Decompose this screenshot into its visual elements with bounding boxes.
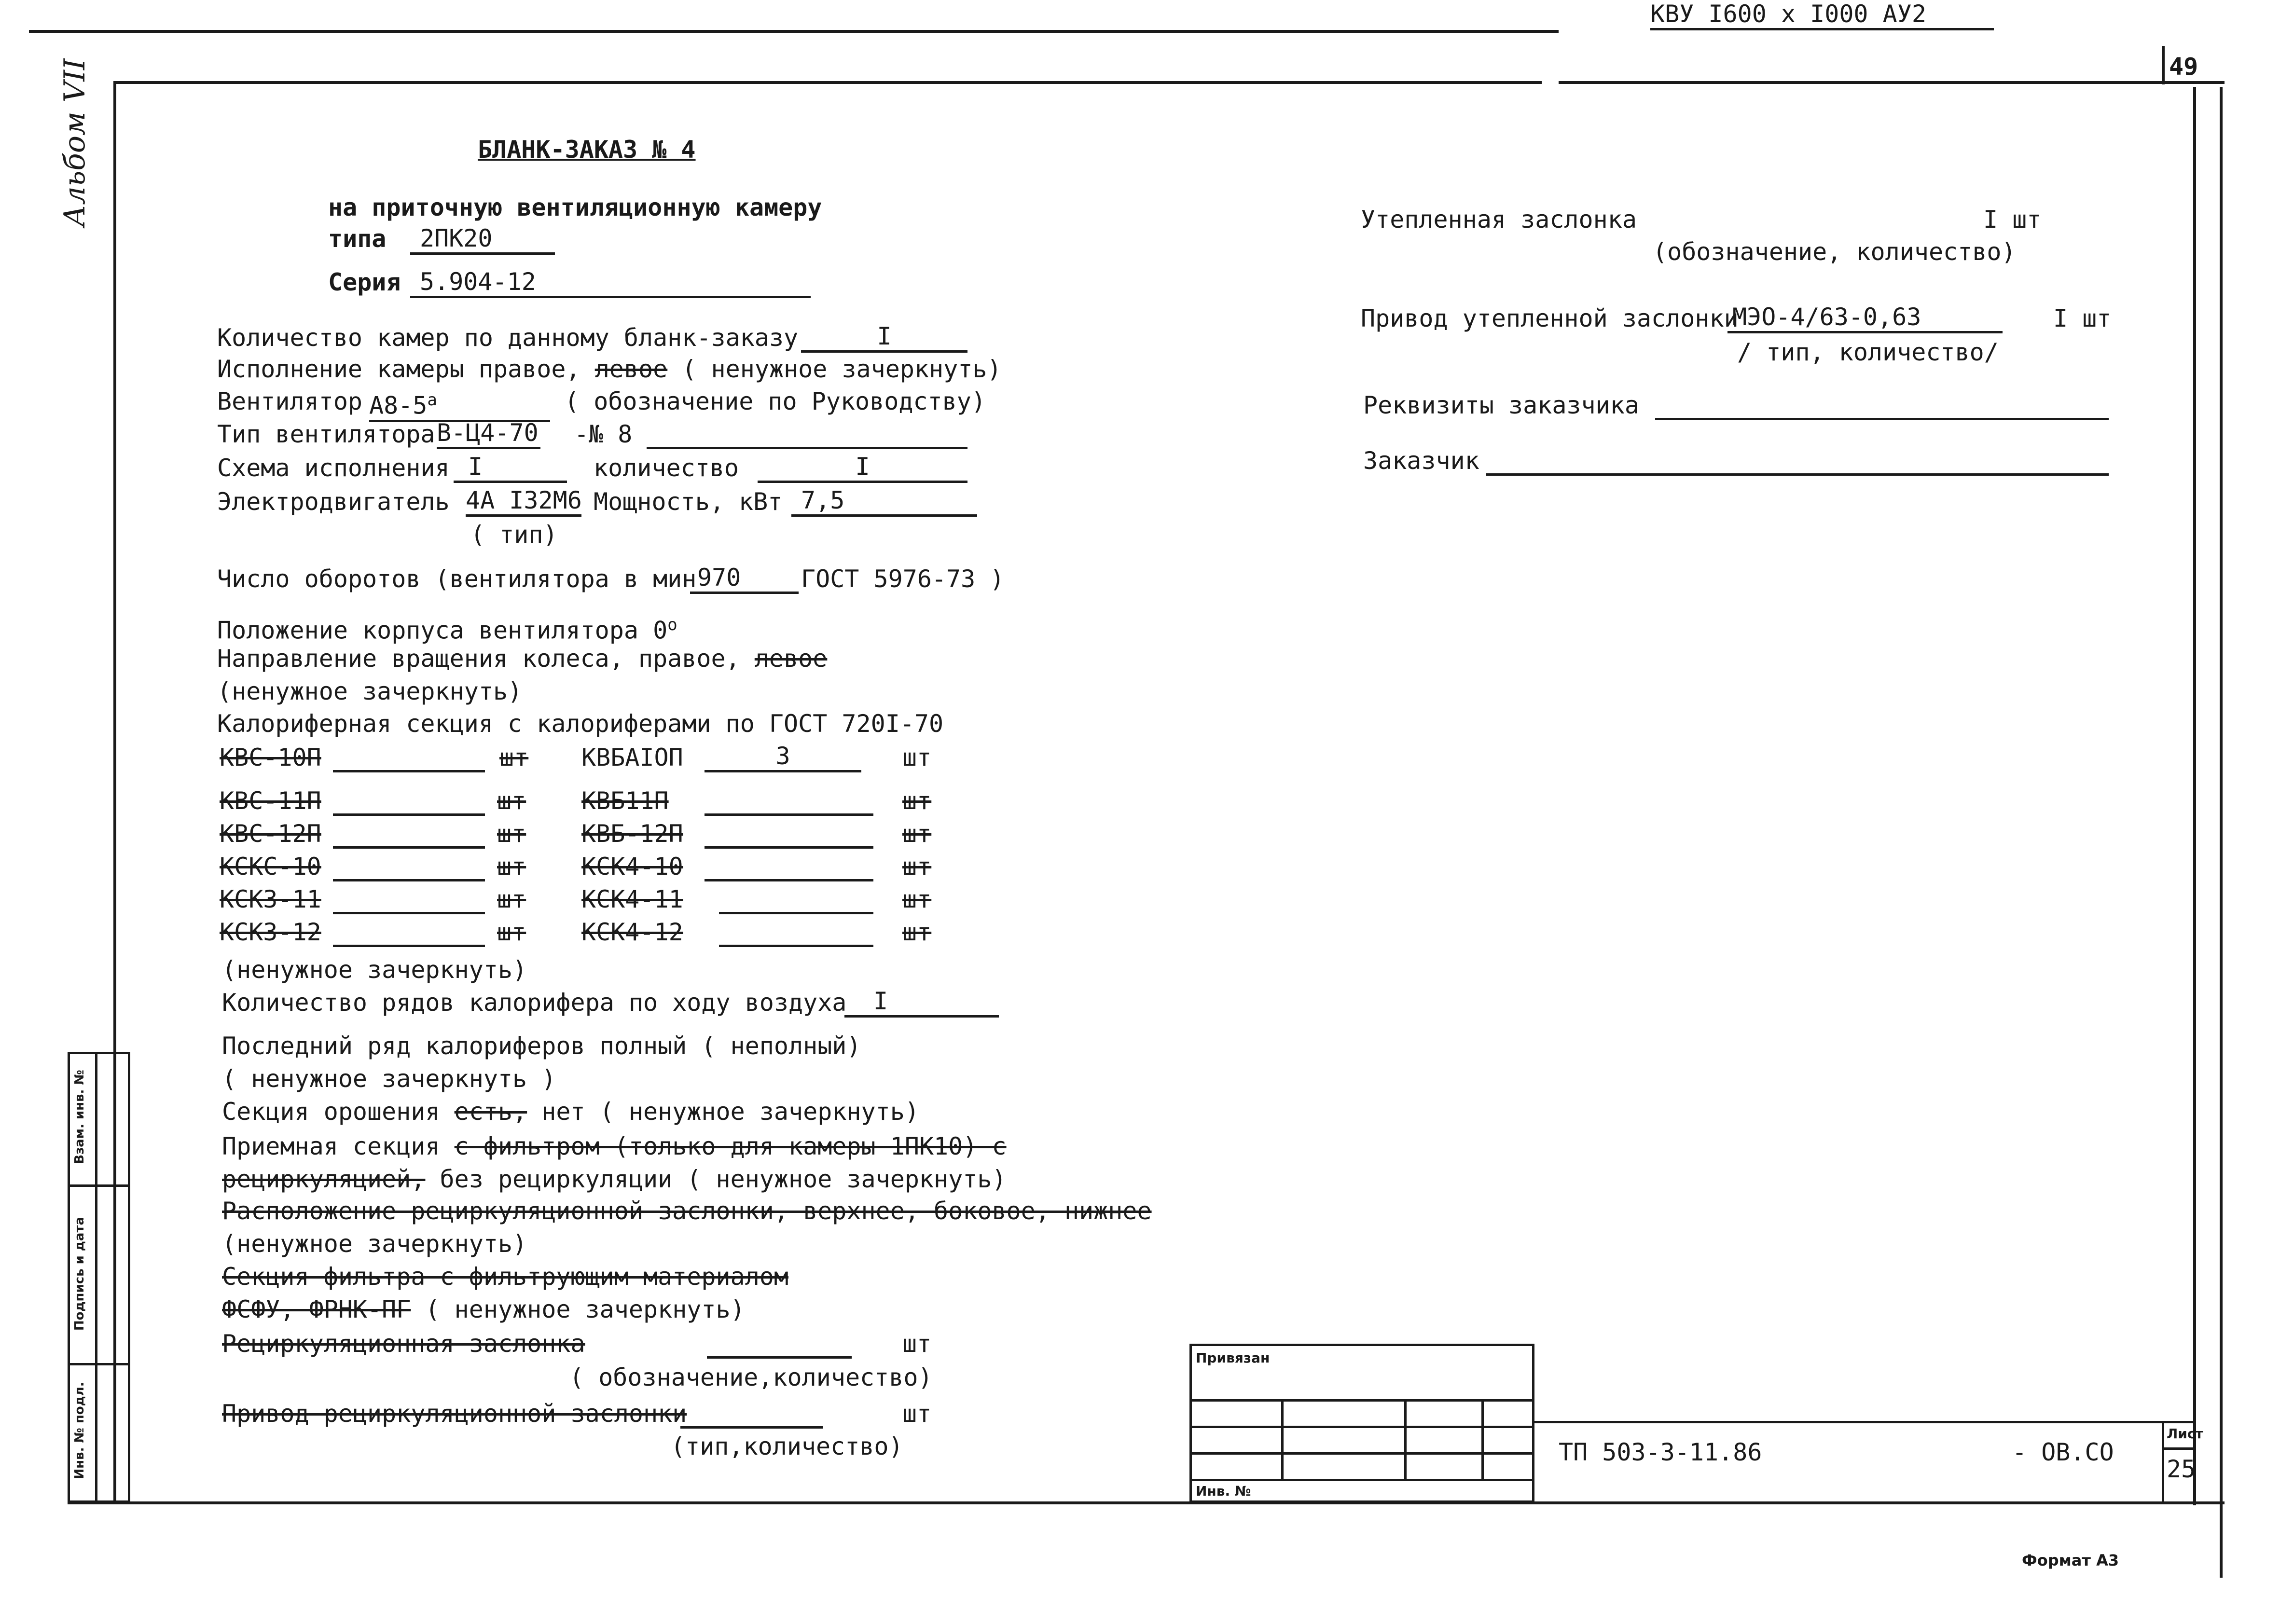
- recirc-damper-label: Рециркуляционная заслонка: [222, 1330, 585, 1358]
- sheet-number: 49: [2169, 53, 2198, 81]
- heater-right-unit-4: шт: [902, 853, 932, 881]
- rpm-label: Число оборотов (вентилятора в мин: [217, 565, 697, 593]
- damper-qty: I шт: [1983, 206, 2042, 234]
- heater-strike-note: (ненужное зачеркнуть): [222, 956, 527, 984]
- rpm-value: 970: [690, 564, 799, 594]
- bound-vline-1: [1281, 1399, 1284, 1481]
- motor-label: Электродвигатель: [217, 488, 450, 516]
- recirc-drive-unit: шт: [902, 1400, 932, 1428]
- scheme-label: Схема исполнения: [217, 454, 450, 482]
- sheet-value: 25: [2167, 1455, 2196, 1483]
- format-label: Формат А3: [2022, 1551, 2119, 1569]
- heater-left-1: КВС-10П: [220, 743, 321, 771]
- heater-right-value-3: [705, 818, 873, 849]
- heater-left-unit-4: шт: [497, 853, 526, 881]
- spray-row: Секция орошения есть, нет ( ненужное зачеркнуть): [222, 1098, 919, 1126]
- side-label-vzam: Взам. инв. №: [72, 1070, 87, 1164]
- filter-section: Секция фильтра с фильтрующим материалом: [222, 1263, 788, 1291]
- rpm-gost: ГОСТ 5976-73 ): [801, 565, 1005, 593]
- heater-left-blank-4: [333, 851, 485, 881]
- intake-row: Приемная секция с фильтром (только для камеры 1ПК10) с рециркуляцией, без рециркуляции ( ненужное зачеркнуть): [222, 1132, 1007, 1193]
- heater-left-5: КСК3-11: [220, 885, 321, 913]
- requisites-blank: [1655, 390, 2109, 420]
- sheet-cell-left: [2162, 1423, 2164, 1503]
- heater-left-blank-5: [333, 884, 485, 914]
- heater-right-5: КСК4-11: [581, 885, 683, 913]
- heater-right-value-1: 3: [705, 742, 861, 772]
- rotation-row: Направление вращения колеса, правое, левое: [217, 645, 828, 673]
- heater-left-3: КВС-12П: [220, 820, 321, 848]
- heater-left-unit-5: шт: [497, 885, 526, 913]
- heater-right-unit-2: шт: [902, 787, 932, 815]
- drive-label: Привод утепленной заслонки: [1361, 304, 1739, 332]
- rotation-note: (ненужное зачеркнуть): [217, 677, 523, 705]
- side-stamp-divider: [95, 1054, 97, 1503]
- frame-top: [113, 81, 1542, 84]
- recirc-position: Расположение рециркуляционной заслонки, верхнее, боковое, нижнее: [222, 1197, 1152, 1225]
- subject-line: на приточную вентиляционную камеру: [328, 193, 822, 221]
- heater-left-4: КСКС-10: [220, 853, 321, 881]
- top-rule-right: [1559, 81, 2225, 84]
- side-label-sign: Подпись и дата: [72, 1216, 87, 1331]
- side-stamp-hline-1: [70, 1184, 130, 1187]
- drive-sub: / тип, количество/: [1737, 338, 1999, 366]
- fan-label: Вентилятор: [217, 387, 363, 415]
- page-title: БЛАНК-ЗАКАЗ № 4: [478, 136, 696, 164]
- recirc-damper-unit: шт: [902, 1330, 932, 1358]
- heater-right-unit-6: шт: [902, 918, 932, 946]
- heater-right-unit-3: шт: [902, 820, 932, 848]
- sheet-cell-divider: [2162, 1447, 2196, 1450]
- fan-note: ( обозначение по Руководству): [565, 387, 986, 415]
- heater-right-value-4: [705, 851, 873, 881]
- fan-type-blank: [647, 419, 967, 449]
- rows-value: I: [844, 987, 999, 1018]
- doc-suffix: - ОВ.СО: [2012, 1438, 2114, 1466]
- customer-label: Заказчик: [1363, 447, 1479, 475]
- filter-types-row: ФСФУ, ФРНК-ПГ ( ненужное зачеркнуть): [222, 1295, 745, 1323]
- fan-type-label: Тип вентилятора: [217, 420, 435, 448]
- last-row-note: ( ненужное зачеркнуть ): [222, 1065, 556, 1093]
- bound-vline-3: [1481, 1399, 1484, 1481]
- heater-left-unit-2: шт: [497, 787, 526, 815]
- bound-vline-2: [1404, 1399, 1407, 1481]
- side-label-inv: Инв. № подл.: [72, 1382, 87, 1479]
- heater-left-blank-6: [333, 917, 485, 947]
- heater-right-2: КВБ11П: [581, 787, 669, 815]
- rows-label: Количество рядов калорифера по ходу воздуха: [222, 989, 847, 1017]
- drive-qty: I шт: [2053, 304, 2112, 332]
- heater-left-unit-6: шт: [497, 918, 526, 946]
- side-stamp: [68, 1052, 130, 1503]
- recirc-drive-label: Привод рециркуляционной заслонки: [222, 1400, 687, 1428]
- heater-right-unit-5: шт: [902, 885, 932, 913]
- doc-code: ТП 503-3-11.86: [1559, 1438, 1762, 1466]
- last-row-label: Последний ряд калориферов полный ( неполный): [222, 1032, 861, 1060]
- heater-right-1: КВБАIОП: [581, 743, 683, 771]
- count-value: I: [801, 322, 967, 353]
- power-label: Мощность, кВт: [594, 488, 783, 516]
- qty-value: I: [758, 453, 967, 483]
- heater-left-2: КВС-11П: [220, 787, 321, 815]
- series-label: Серия: [328, 268, 401, 296]
- recirc-drive-blank: [680, 1398, 823, 1429]
- recirc-damper-blank: [707, 1328, 852, 1359]
- heater-left-unit-1: шт: [499, 743, 529, 771]
- heater-right-value-2: [705, 785, 873, 816]
- bound-label: Привязан: [1196, 1350, 1270, 1366]
- heater-right-3: КВБ-12П: [581, 820, 683, 848]
- exec-row: Исполнение камеры правое, левое ( ненужное зачеркнуть): [217, 355, 1002, 383]
- title-block: [1534, 1421, 2203, 1503]
- housing-row: Положение корпуса вентилятора $0^о$: [217, 615, 677, 645]
- drive-value: МЭО-4/63-0,63: [1727, 303, 2003, 333]
- power-value: 7,5: [791, 486, 977, 517]
- series-value: 5.904-12: [410, 268, 811, 298]
- heater-left-blank-3: [333, 818, 485, 849]
- damper-value: КВУ I600 х I000 АУ2: [1650, 0, 1994, 30]
- frame-right-inner: [2193, 87, 2196, 1505]
- recirc-drive-sub: (тип,количество): [671, 1432, 903, 1460]
- customer-blank: [1486, 445, 2109, 476]
- heater-right-6: КСК4-12: [581, 918, 683, 946]
- damper-label: Утепленная заслонка: [1361, 206, 1637, 234]
- frame-right-outer: [2220, 87, 2223, 1578]
- recirc-position-note: (ненужное зачеркнуть): [222, 1230, 527, 1258]
- heater-right-unit-1: шт: [902, 743, 932, 771]
- motor-value: 4А I32М6: [466, 486, 581, 517]
- sheet-number-box-left: [2162, 46, 2165, 84]
- heater-right-value-6: [719, 917, 873, 947]
- top-rule-left: [29, 30, 1559, 33]
- fan-value: $А8-5^а$: [369, 386, 550, 422]
- inv-label: Инв. №: [1196, 1483, 1251, 1499]
- type-label: типа: [328, 225, 387, 253]
- recirc-damper-sub: ( обозначение,количество): [569, 1363, 933, 1391]
- heater-left-6: КСК3-12: [220, 918, 321, 946]
- requisites-label: Реквизиты заказчика: [1363, 391, 1639, 419]
- fan-type-value: В-Ц4-70: [437, 419, 540, 449]
- heater-left-unit-3: шт: [497, 820, 526, 848]
- bound-stamp: [1189, 1344, 1534, 1503]
- scheme-value: I: [454, 453, 567, 483]
- qty-label: количество: [594, 454, 739, 482]
- count-label: Количество камер по данному бланк-заказу: [217, 324, 799, 352]
- heater-right-value-5: [719, 884, 873, 914]
- type-value: 2ПК20: [410, 224, 555, 255]
- motor-sub: ( тип): [470, 521, 558, 549]
- heater-section-label: Калориферная секция с калориферами по ГОСТ 720I-70: [217, 710, 944, 738]
- damper-sub: (обозначение, количество): [1653, 238, 2016, 266]
- album-label: Альбом VII: [58, 58, 92, 227]
- fan-type-no: -№ 8: [574, 420, 633, 448]
- heater-left-blank-2: [333, 785, 485, 816]
- heater-right-4: КСК4-10: [581, 853, 683, 881]
- sheet-label: Лист: [2167, 1426, 2203, 1442]
- heater-left-blank-1: [333, 742, 485, 772]
